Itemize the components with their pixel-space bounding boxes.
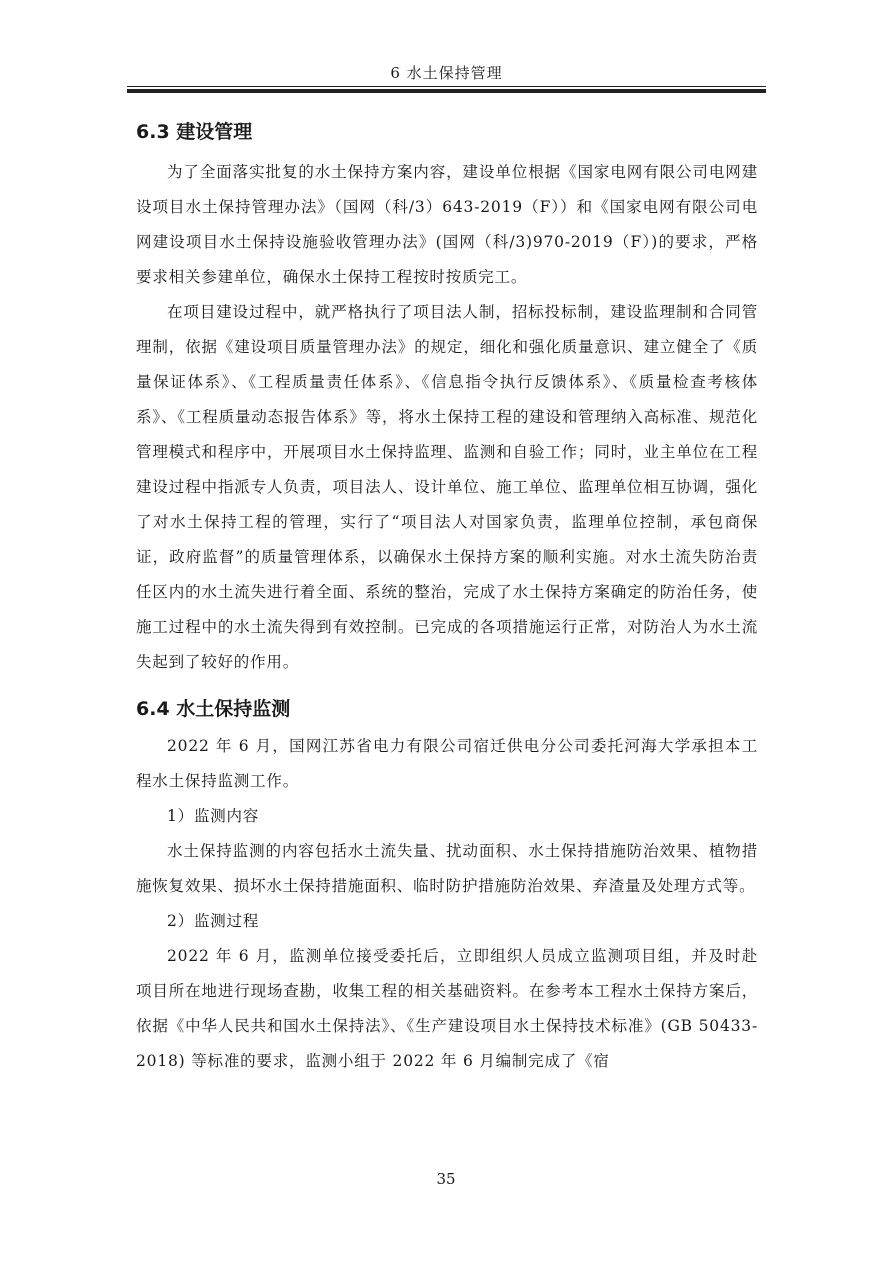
page-body [136, 116, 758, 1079]
header-rule-thick [127, 89, 766, 93]
list-item-label-1: 1）监测内容 [167, 807, 260, 825]
paragraph-monitoring-process: 2022 年 6 月，监测单位接受委托后，立即组织人员成立监测项目组，并及时赴项目所在地进行现场查勘，收集工程的相关基础资料。在参考本工程水土保持方案后，依据《中华人民共和国水土保持法》、《生产建设项目水土保持技术标准》(GB 50433-2018) 等标准的要求，监测小组于 2022 年 6 月编制完成了《宿 [136, 947, 758, 1070]
paragraph-6-4-intro: 2022 年 6 月，国网江苏省电力有限公司宿迁供电分公司委托河海大学承担本工程水土保持监测工作。 [136, 737, 758, 790]
section-heading-6-3: 6.3 建设管理 [136, 121, 253, 143]
page-number: 35 [436, 1170, 456, 1188]
header-rule-thin [127, 86, 766, 87]
running-header: 6 水土保持管理 [390, 64, 503, 82]
list-item-label-2: 2）监测过程 [167, 912, 260, 930]
paragraph-monitoring-content: 水土保持监测的内容包括水土流失量、扰动面积、水土保持措施防治效果、植物措施恢复效果、损坏水土保持措施面积、临时防护措施防治效果、弃渣量及处理方式等。 [136, 842, 758, 895]
paragraph-6-3-1: 为了全面落实批复的水土保持方案内容，建设单位根据《国家电网有限公司电网建设项目水土保持管理办法》（国网（科/3）643-2019（F））和《国家电网有限公司电网建设项目水土保持设施验收管理办法》(国网（科/3)970-2019（F）)的要求，严格要求相关参建单位，确保水土保持工程按时按质完工。 [136, 163, 758, 286]
section-heading-6-4: 6.4 水土保持监测 [136, 698, 291, 720]
paragraph-6-3-2: 在项目建设过程中，就严格执行了项目法人制，招标投标制，建设监理制和合同管理制，依据《建设项目质量管理办法》的规定，细化和强化质量意识、建立健全了《质量保证体系》、《工程质量责任体系》、《信息指令执行反馈体系》、《质量检查考核体系》、《工程质量动态报告体系》等，将水土保持工程的建设和管理纳入高标准、规范化管理模式和程序中，开展项目水土保持监理、监测和自验工作；同时，业主单位在工程建设过程中指派专人负责，项目法人、设计单位、施工单位、监理单位相互协调，强化了对水土保持工程的管理，实行了“项目法人对国家负责，监理单位控制，承包商保证，政府监督”的质量管理体系，以确保水土保持方案的顺利实施。对水土流失防治责任区内的水土流失进行着全面、系统的整治，完成了水土保持方案确定的防治任务，使施工过程中的水土流失得到有效控制。已完成的各项措施运行正常，对防治人为水土流失起到了较好的作用。 [136, 303, 758, 671]
